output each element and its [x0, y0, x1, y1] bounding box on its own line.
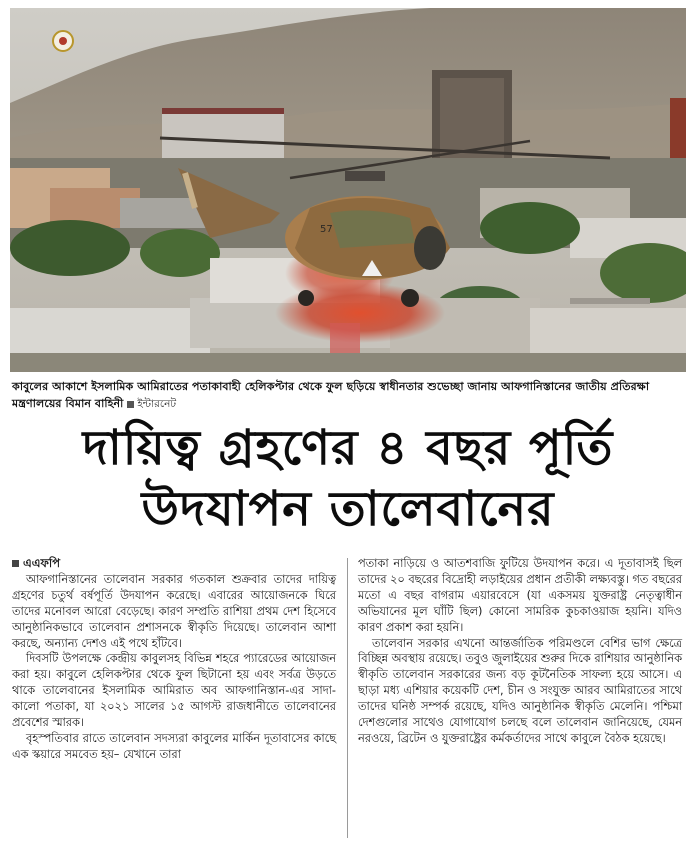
- paragraph: পতাকা নাড়িয়ে ও আতশবাজি ফুটিয়ে উদযাপন করে। এ দূতাবাসই ছিল তাদের ২০ বছরের বিদ্রোহী লড়াইয়ের প্রধান প্রতীকী লক্ষ্যবস্তু। গত বছরের মতো এ বছর বাগরাম এয়ারবেসে (যা একসময় যুক্তরাষ্ট্র নেতৃত্বাধীন অভিযানের মূল ঘাঁটি ছিল) কোনো সামরিক কুচকাওয়াজ হয়নি। যদিও কারণ প্রকাশ করা হয়নি।: [358, 557, 682, 634]
- headline-line-1: দায়িত্ব গ্রহণের ৪ বছর পূর্তি: [82, 420, 614, 476]
- byline-square-icon: [12, 560, 19, 567]
- article-column-right: [358, 556, 682, 747]
- headline: [10, 418, 686, 540]
- article-column-left: [12, 556, 336, 763]
- news-photo: [10, 8, 686, 372]
- paragraph: বৃহস্পতিবার রাতে তালেবান সদস্যরা কাবুলের মার্কিন দূতাবাসের কাছে এক স্কয়ারে সমবেত হয়– যেখানে তারা: [12, 731, 336, 761]
- article-body: [12, 556, 684, 841]
- paragraph: দিবসটি উপলক্ষে কেন্দ্রীয় কাবুলসহ বিভিন্ন শহরে প্যারেডের আয়োজন করা হয়। কাবুলে হেলিকপ্টার থেকে ফুল ছিটানো হয় এবং সর্বত্র উড়তে থাকে তালেবানের ইসলামিক আমিরাত অব আফগানিস্তান-এর সাদা-কালো পতাকা, যা ২০২১ সালের ১৫ আগস্ট রাজধানীতে তালেবানের প্রবেশের স্মারক।: [12, 652, 336, 730]
- newspaper-logo-icon: [52, 30, 74, 52]
- column-divider: [347, 558, 348, 838]
- helicopter-number: 57: [320, 224, 333, 235]
- photo-credit: ইন্টারনেট: [137, 398, 177, 410]
- headline-line-2: উদযাপন তালেবানের: [141, 481, 555, 537]
- photo-caption: [12, 378, 684, 413]
- caption-text: কাবুলের আকাশে ইসলামিক আমিরাতের পতাকাবাহী হেলিকপ্টার থেকে ফুল ছড়িয়ে স্বাধীনতার শুভেচ্ছা জানায় আফগানিস্তানের জাতীয় প্রতিরক্ষা মন্ত্রণালয়ের বিমান বাহিনী: [12, 380, 650, 410]
- paragraph: আফগানিস্তানের তালেবান সরকার গতকাল শুক্রবার তাদের দায়িত্ব গ্রহণের চতুর্থ বর্ষপূর্তি উদযাপন করেছে। এবারের আয়োজনকে ঘিরে তাদের মনোবল আরো বেড়েছে। কারণ সম্প্রতি রাশিয়া প্রথম দেশ হিসেবে আনুষ্ঠানিকভাবে তালেবান প্রশাসনকে স্বীকৃতি দিয়েছে। তালেবান আশা করছে, অন্যান্য দেশও এই পথে হাঁটবে।: [12, 572, 336, 650]
- kabul-helicopter-image: [10, 8, 686, 372]
- caption-square-icon: [127, 401, 134, 408]
- byline-text: এএফপি: [23, 556, 60, 570]
- byline: [12, 556, 336, 572]
- paragraph: তালেবান সরকার এখনো আন্তর্জাতিক পরিমণ্ডলে বেশির ভাগ ক্ষেত্রে বিচ্ছিন্ন অবস্থায় রয়েছে। তবুও জুলাইয়ের শুরুর দিকে রাশিয়ার আনুষ্ঠানিক স্বীকৃতি তালেবান সরকারের জন্য বড় কূটনৈতিক সাফল্য হয়ে আসে। এ ছাড়া মধ্য এশিয়ার কয়েকটি দেশ, চীন ও সংযুক্ত আরব আমিরাতের সাথে তাদের ঘনিষ্ঠ সম্পর্ক রয়েছে, যদিও আনুষ্ঠানিক স্বীকৃতি মেলেনি। পশ্চিমা দেশগুলোর সাথেও যোগাযোগ চলছে বলে তালেবান জানিয়েছে, যেমন নরওয়ে, ব্রিটেন ও যুক্তরাষ্ট্রের কর্মকর্তাদের সাথে কাবুলে বৈঠক হয়েছে।: [358, 636, 682, 745]
